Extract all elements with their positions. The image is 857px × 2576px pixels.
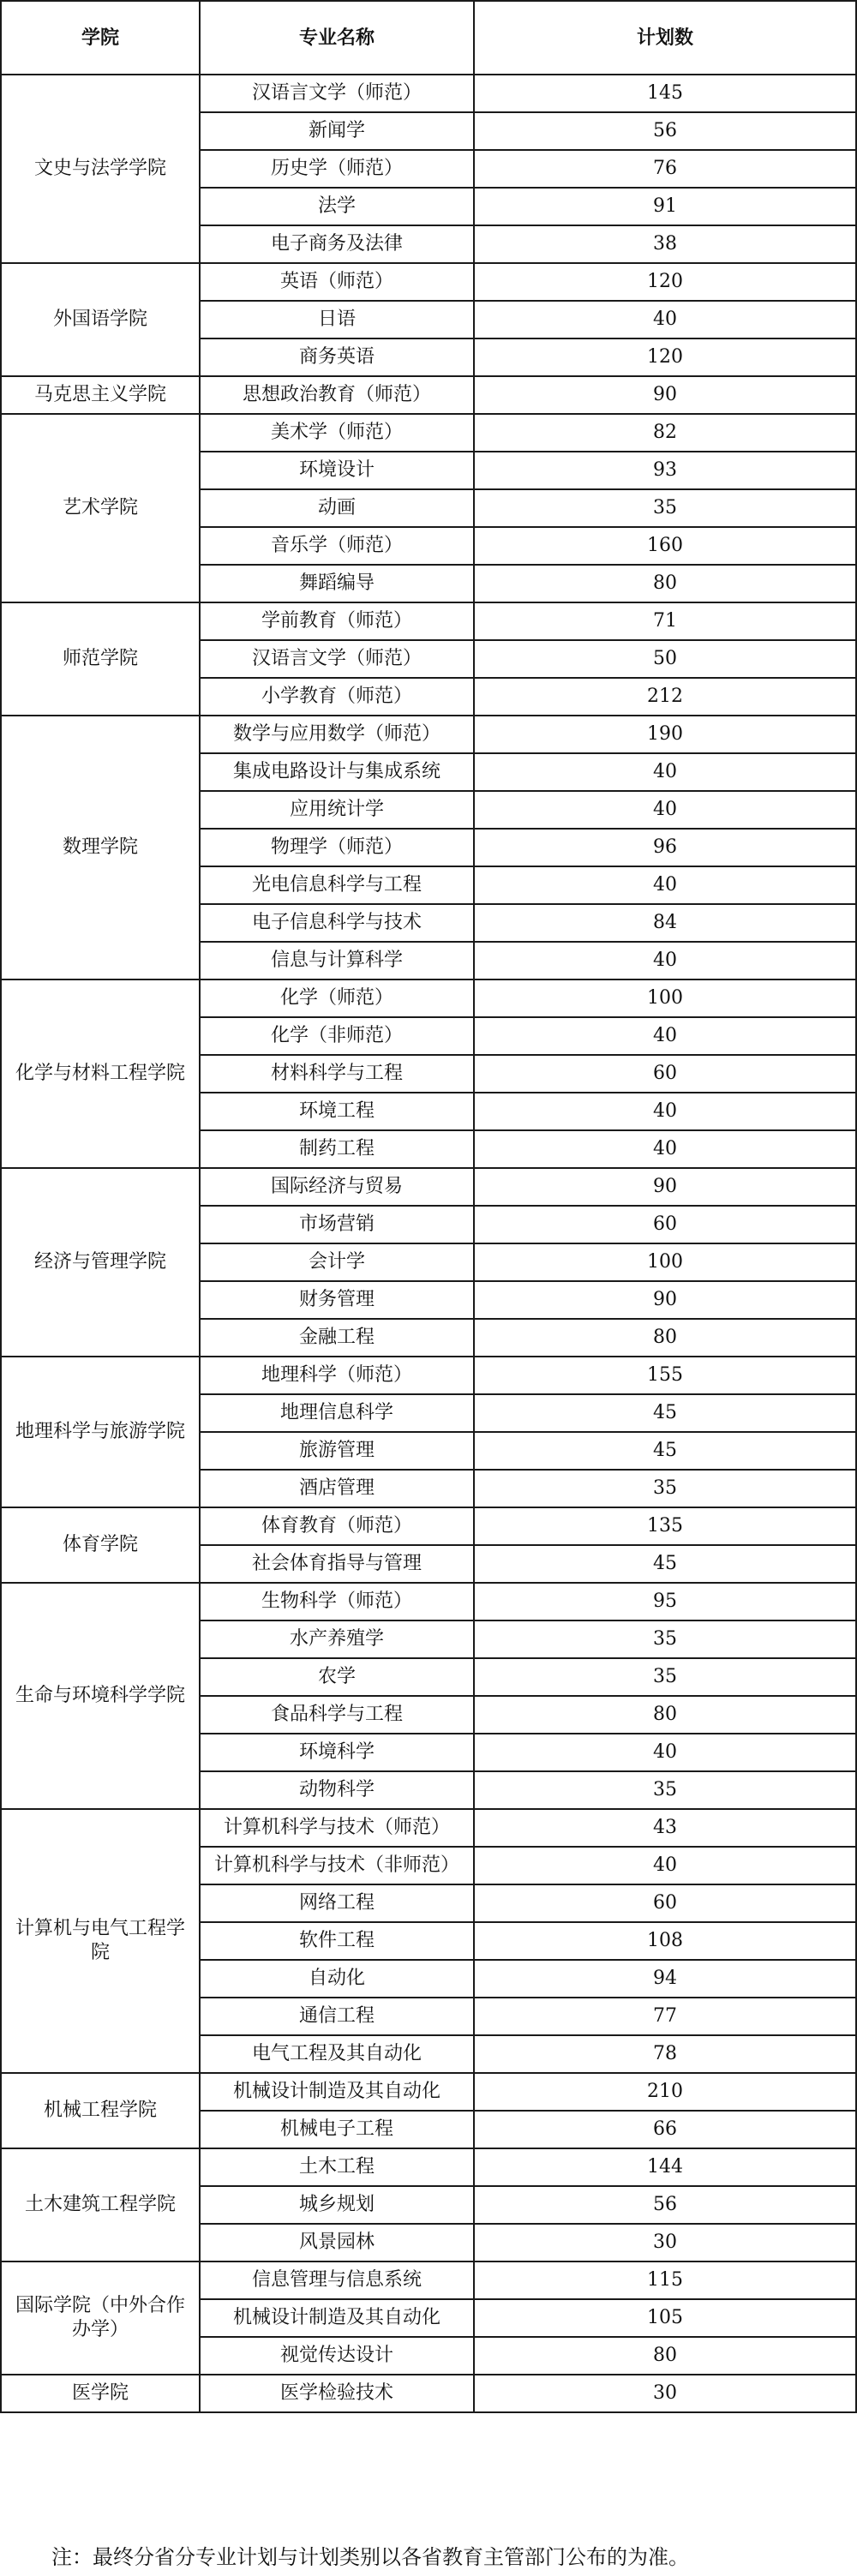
plan-count-cell: 190 [474, 716, 856, 753]
table-row [1, 2261, 856, 2299]
major-cell: 化学（非师范） [200, 1017, 474, 1055]
major-cell: 化学（师范） [200, 979, 474, 1017]
plan-count-cell: 78 [474, 2035, 856, 2073]
plan-count-cell: 155 [474, 1357, 856, 1394]
major-cell: 舞蹈编导 [200, 565, 474, 602]
plan-count-cell: 94 [474, 1960, 856, 1998]
plan-count-cell: 35 [474, 1470, 856, 1507]
plan-count-cell: 105 [474, 2299, 856, 2337]
plan-count-cell: 145 [474, 75, 856, 112]
plan-count-cell: 43 [474, 1809, 856, 1847]
plan-count-cell: 120 [474, 263, 856, 301]
major-cell: 学前教育（师范） [200, 602, 474, 640]
table-row [1, 979, 856, 1017]
plan-count-cell: 40 [474, 753, 856, 791]
plan-count-cell: 108 [474, 1922, 856, 1960]
table-header-row [1, 1, 856, 75]
major-cell: 机械设计制造及其自动化 [200, 2073, 474, 2111]
major-cell: 计算机科学与技术（非师范） [200, 1847, 474, 1884]
plan-count-cell: 40 [474, 301, 856, 338]
major-cell: 小学教育（师范） [200, 678, 474, 716]
plan-count-cell: 210 [474, 2073, 856, 2111]
college-cell: 文史与法学学院 [1, 75, 200, 263]
table-row [1, 1168, 856, 1206]
college-cell: 国际学院（中外合作办学） [1, 2261, 200, 2375]
major-cell: 计算机科学与技术（师范） [200, 1809, 474, 1847]
college-cell: 生命与环境科学学院 [1, 1583, 200, 1809]
major-cell: 制药工程 [200, 1130, 474, 1168]
plan-count-cell: 96 [474, 829, 856, 866]
table-row [1, 1507, 856, 1545]
plan-count-cell: 135 [474, 1507, 856, 1545]
major-cell: 农学 [200, 1658, 474, 1696]
plan-count-cell: 56 [474, 2186, 856, 2224]
major-cell: 光电信息科学与工程 [200, 866, 474, 904]
major-cell: 视觉传达设计 [200, 2337, 474, 2375]
plan-count-cell: 40 [474, 1847, 856, 1884]
footnote: 注：最终分省分专业计划与计划类别以各省教育主管部门公布的为准。 [51, 2545, 689, 2569]
plan-count-cell: 93 [474, 452, 856, 489]
table-row [1, 1357, 856, 1394]
plan-count-cell: 76 [474, 150, 856, 188]
college-cell: 地理科学与旅游学院 [1, 1357, 200, 1507]
major-cell: 日语 [200, 301, 474, 338]
plan-count-cell: 35 [474, 1771, 856, 1809]
major-cell: 酒店管理 [200, 1470, 474, 1507]
major-cell: 环境设计 [200, 452, 474, 489]
plan-count-cell: 40 [474, 1130, 856, 1168]
major-cell: 材料科学与工程 [200, 1055, 474, 1093]
major-cell: 商务英语 [200, 338, 474, 376]
table-row [1, 75, 856, 112]
major-cell: 新闻学 [200, 112, 474, 150]
major-cell: 机械设计制造及其自动化 [200, 2299, 474, 2337]
major-cell: 金融工程 [200, 1319, 474, 1357]
college-cell: 土木建筑工程学院 [1, 2148, 200, 2261]
plan-count-cell: 71 [474, 602, 856, 640]
major-cell: 软件工程 [200, 1922, 474, 1960]
plan-count-cell: 120 [474, 338, 856, 376]
plan-count-cell: 212 [474, 678, 856, 716]
major-cell: 历史学（师范） [200, 150, 474, 188]
table-row [1, 2148, 856, 2186]
major-cell: 水产养殖学 [200, 1620, 474, 1658]
plan-count-cell: 40 [474, 1017, 856, 1055]
major-cell: 信息管理与信息系统 [200, 2261, 474, 2299]
major-cell: 社会体育指导与管理 [200, 1545, 474, 1583]
plan-count-cell: 66 [474, 2111, 856, 2148]
major-cell: 风景园林 [200, 2224, 474, 2261]
college-cell: 机械工程学院 [1, 2073, 200, 2148]
major-cell: 机械电子工程 [200, 2111, 474, 2148]
table-row [1, 2375, 856, 2412]
major-cell: 财务管理 [200, 1281, 474, 1319]
plan-count-cell: 40 [474, 1093, 856, 1130]
major-cell: 网络工程 [200, 1884, 474, 1922]
plan-count-cell: 40 [474, 942, 856, 979]
major-cell: 集成电路设计与集成系统 [200, 753, 474, 791]
plan-count-cell: 40 [474, 791, 856, 829]
major-cell: 市场营销 [200, 1206, 474, 1243]
plan-count-cell: 91 [474, 188, 856, 225]
plan-count-cell: 35 [474, 1620, 856, 1658]
table-row [1, 376, 856, 414]
major-cell: 地理信息科学 [200, 1394, 474, 1432]
plan-count-cell: 56 [474, 112, 856, 150]
major-cell: 电气工程及其自动化 [200, 2035, 474, 2073]
plan-count-cell: 84 [474, 904, 856, 942]
college-cell: 艺术学院 [1, 414, 200, 602]
college-cell: 化学与材料工程学院 [1, 979, 200, 1168]
header-plan: 计划数 [474, 1, 856, 75]
major-cell: 电子信息科学与技术 [200, 904, 474, 942]
major-cell: 应用统计学 [200, 791, 474, 829]
major-cell: 英语（师范） [200, 263, 474, 301]
plan-count-cell: 60 [474, 1055, 856, 1093]
plan-count-cell: 90 [474, 1168, 856, 1206]
plan-count-cell: 80 [474, 2337, 856, 2375]
major-cell: 自动化 [200, 1960, 474, 1998]
major-cell: 地理科学（师范） [200, 1357, 474, 1394]
major-cell: 物理学（师范） [200, 829, 474, 866]
major-cell: 电子商务及法律 [200, 225, 474, 263]
major-cell: 思想政治教育（师范） [200, 376, 474, 414]
plan-count-cell: 35 [474, 1658, 856, 1696]
table-row [1, 1583, 856, 1620]
plan-count-cell: 95 [474, 1583, 856, 1620]
college-cell: 经济与管理学院 [1, 1168, 200, 1357]
major-cell: 环境科学 [200, 1734, 474, 1771]
major-cell: 动物科学 [200, 1771, 474, 1809]
major-cell: 信息与计算科学 [200, 942, 474, 979]
header-major: 专业名称 [200, 1, 474, 75]
major-cell: 环境工程 [200, 1093, 474, 1130]
college-cell: 数理学院 [1, 716, 200, 979]
table-row [1, 2073, 856, 2111]
major-cell: 动画 [200, 489, 474, 527]
plan-count-cell: 115 [474, 2261, 856, 2299]
plan-count-cell: 60 [474, 1206, 856, 1243]
major-cell: 土木工程 [200, 2148, 474, 2186]
header-college: 学院 [1, 1, 200, 75]
plan-count-cell: 100 [474, 979, 856, 1017]
plan-count-cell: 35 [474, 489, 856, 527]
college-cell: 计算机与电气工程学院 [1, 1809, 200, 2073]
table-row [1, 1809, 856, 1847]
major-cell: 美术学（师范） [200, 414, 474, 452]
college-cell: 马克思主义学院 [1, 376, 200, 414]
major-cell: 体育教育（师范） [200, 1507, 474, 1545]
major-cell: 国际经济与贸易 [200, 1168, 474, 1206]
major-cell: 数学与应用数学（师范） [200, 716, 474, 753]
plan-count-cell: 30 [474, 2375, 856, 2412]
plan-count-cell: 45 [474, 1432, 856, 1470]
plan-count-cell: 40 [474, 866, 856, 904]
plan-count-cell: 77 [474, 1998, 856, 2035]
major-cell: 食品科学与工程 [200, 1696, 474, 1734]
college-cell: 医学院 [1, 2375, 200, 2412]
major-cell: 法学 [200, 188, 474, 225]
plan-count-cell: 30 [474, 2224, 856, 2261]
table-row [1, 263, 856, 301]
major-cell: 医学检验技术 [200, 2375, 474, 2412]
major-cell: 旅游管理 [200, 1432, 474, 1470]
college-cell: 体育学院 [1, 1507, 200, 1583]
plan-count-cell: 40 [474, 1734, 856, 1771]
plan-count-cell: 60 [474, 1884, 856, 1922]
plan-count-cell: 45 [474, 1545, 856, 1583]
plan-count-cell: 50 [474, 640, 856, 678]
college-cell: 师范学院 [1, 602, 200, 716]
major-cell: 音乐学（师范） [200, 527, 474, 565]
plan-count-cell: 80 [474, 1319, 856, 1357]
table-body [1, 75, 856, 2412]
major-cell: 汉语言文学（师范） [200, 640, 474, 678]
major-cell: 城乡规划 [200, 2186, 474, 2224]
plan-count-cell: 90 [474, 1281, 856, 1319]
plan-count-cell: 38 [474, 225, 856, 263]
major-cell: 通信工程 [200, 1998, 474, 2035]
plan-count-cell: 45 [474, 1394, 856, 1432]
table-row [1, 602, 856, 640]
plan-count-cell: 160 [474, 527, 856, 565]
plan-count-cell: 144 [474, 2148, 856, 2186]
college-cell: 外国语学院 [1, 263, 200, 376]
plan-count-cell: 100 [474, 1243, 856, 1281]
table-row [1, 414, 856, 452]
plan-count-cell: 82 [474, 414, 856, 452]
major-cell: 会计学 [200, 1243, 474, 1281]
plan-count-cell: 80 [474, 1696, 856, 1734]
major-cell: 生物科学（师范） [200, 1583, 474, 1620]
plan-count-cell: 80 [474, 565, 856, 602]
table-row [1, 716, 856, 753]
major-cell: 汉语言文学（师范） [200, 75, 474, 112]
plan-count-cell: 90 [474, 376, 856, 414]
